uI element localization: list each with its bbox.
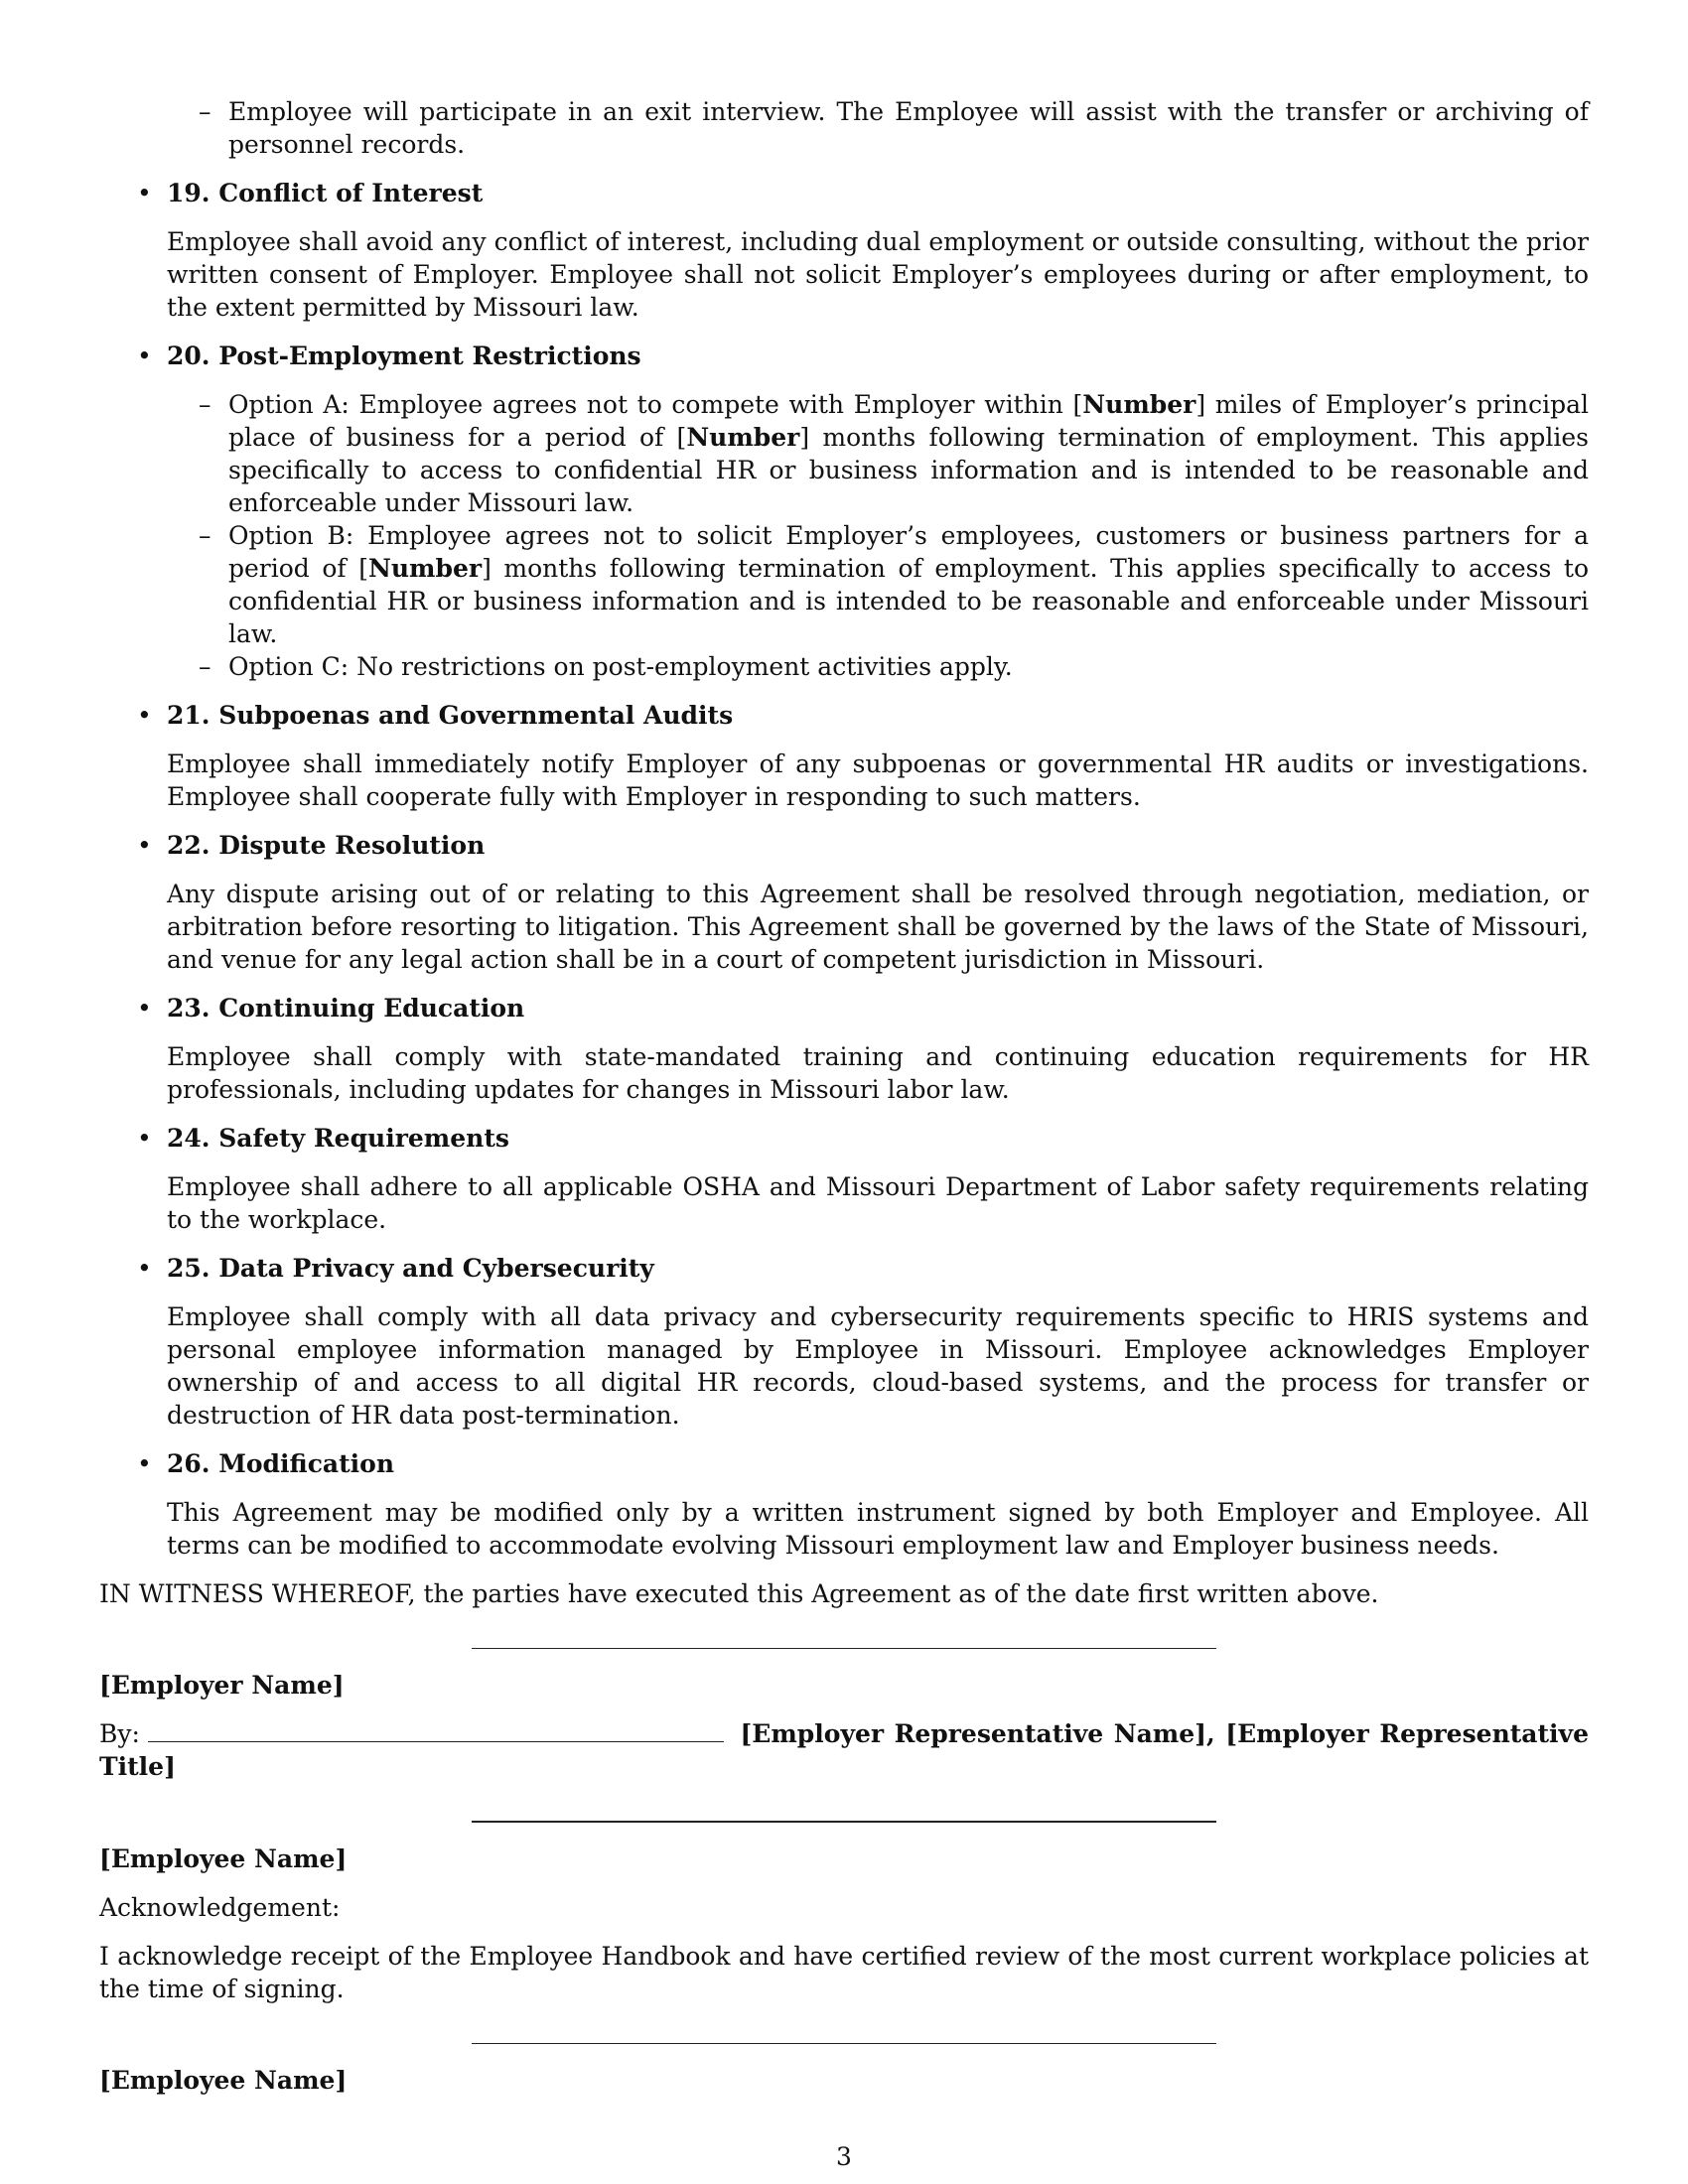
section-body: This Agreement may be modified only by a written instrument signed by both Employer and Employee. All terms can be modified to accommodate evolving Missouri employment law and Employer business needs. — [167, 1498, 1589, 1560]
document-page — [99, 95, 1589, 2097]
acknowledgement-label: Acknowledgement: — [99, 1893, 341, 1922]
by-line — [99, 1717, 1589, 1783]
acknowledgement-text: I acknowledge receipt of the Employee Handbook and have certified review of the most current workplace policies at the time of signing. — [99, 1942, 1589, 2003]
representative-signature-blank — [148, 1719, 724, 1742]
exit-interview-text: Employee will participate in an exit interview. The Employee will assist with the transfer or archiving of personnel records. — [228, 97, 1589, 159]
employee-signature-line — [472, 1821, 1216, 1823]
section-23 — [99, 992, 1589, 1106]
employer-signature-line — [472, 1648, 1216, 1649]
section-26 — [99, 1447, 1589, 1562]
section-24 — [99, 1122, 1589, 1236]
employer-name: [Employer Name] — [99, 1671, 345, 1700]
option-b: – Option B: Employee agrees not to solicit Employer’s employees, customers or business partners for a period of [Number] months following termination of employment. This applies specifically to access to confidential HR or business information and is intended to be reasonable and enforceable under Missouri law. — [199, 521, 1590, 648]
bullet-marker: • — [137, 1254, 152, 1283]
page-number: 3 — [836, 2142, 852, 2171]
exit-interview-item — [99, 95, 1589, 161]
bullet-marker: • — [137, 701, 152, 730]
rep-name: [Employer Representative Name], [Employer Representative Title] — [99, 1719, 1589, 1781]
section-21 — [99, 699, 1589, 813]
dash-marker: – — [199, 390, 211, 419]
bullet-marker: • — [137, 1449, 152, 1478]
section-title: 21. Subpoenas and Governmental Audits — [167, 701, 734, 730]
section-title: 19. Conflict of Interest — [167, 179, 484, 207]
section-20 — [99, 340, 1589, 683]
section-25 — [99, 1252, 1589, 1432]
acknowledgement-signature-line — [472, 2043, 1216, 2044]
section-22 — [99, 829, 1589, 976]
bullet-marker: • — [137, 831, 152, 860]
section-body: Employee shall adhere to all applicable OSHA and Missouri Department of Labor safety requirements relating to the workplace. — [167, 1172, 1589, 1234]
number-placeholder: Number — [1082, 390, 1196, 419]
section-body: Employee shall avoid any conflict of interest, including dual employment or outside consulting, without the prior written consent of Employer. Employee shall not solicit Employer’s employees during or after employment, to the extent permitted by Missouri law. — [167, 227, 1589, 322]
number-placeholder: Number — [686, 423, 800, 452]
option-a: – Option A: Employee agrees not to compete with Employer within [Number] miles of Employer’s principal place of business for a period of [Number] months following termination of employment. This applies specifically to access to confidential HR or business information and is intended to be reasonable and enforceable under Missouri law. — [199, 390, 1589, 517]
section-19 — [99, 177, 1589, 324]
number-placeholder: Number — [368, 554, 483, 583]
section-body: Employee shall comply with all data privacy and cybersecurity requirements specific to HRIS systems and personal employee information managed by Employee in Missouri. Employee acknowledges Employer ownership of and access to all digital HR records, cloud-based systems, and the process for transfer or destruction of HR data post-termination. — [167, 1302, 1589, 1430]
section-title: 26. Modification — [167, 1449, 395, 1478]
bullet-marker: • — [137, 179, 152, 207]
by-label: By: — [99, 1719, 140, 1748]
section-body: Any dispute arising out of or relating to this Agreement shall be resolved through negotiation, mediation, or arbitration before resorting to litigation. This Agreement shall be governed by the laws of the State of Missouri, and venue for any legal action shall be in a court of competent jurisdiction in Missouri. — [167, 880, 1589, 974]
bullet-marker: • — [137, 341, 152, 370]
dash-marker: – — [199, 652, 211, 681]
employee-name-ack: [Employee Name] — [99, 2066, 348, 2095]
section-body: Employee shall immediately notify Employer of any subpoenas or governmental HR audits or investigations. Employee shall cooperate fully with Employer in responding to such matters. — [167, 750, 1589, 811]
section-title: 25. Data Privacy and Cybersecurity — [167, 1254, 654, 1283]
bullet-marker: • — [137, 994, 152, 1023]
section-title: 22. Dispute Resolution — [167, 831, 486, 860]
section-title: 24. Safety Requirements — [167, 1124, 509, 1153]
witness-clause: IN WITNESS WHEREOF, the parties have executed this Agreement as of the date first written above. — [99, 1579, 1379, 1608]
employee-name: [Employee Name] — [99, 1844, 348, 1873]
option-c: – Option C: No restrictions on post-employment activities apply. — [199, 652, 1013, 681]
bullet-marker: • — [137, 1124, 152, 1153]
section-body: Employee shall comply with state-mandated training and continuing education requirements for HR professionals, including updates for changes in Missouri labor law. — [167, 1042, 1589, 1104]
section-title: 23. Continuing Education — [167, 994, 525, 1023]
section-title: 20. Post-Employment Restrictions — [167, 341, 641, 370]
dash-marker: – — [199, 521, 211, 550]
dash-marker: – — [199, 97, 211, 126]
